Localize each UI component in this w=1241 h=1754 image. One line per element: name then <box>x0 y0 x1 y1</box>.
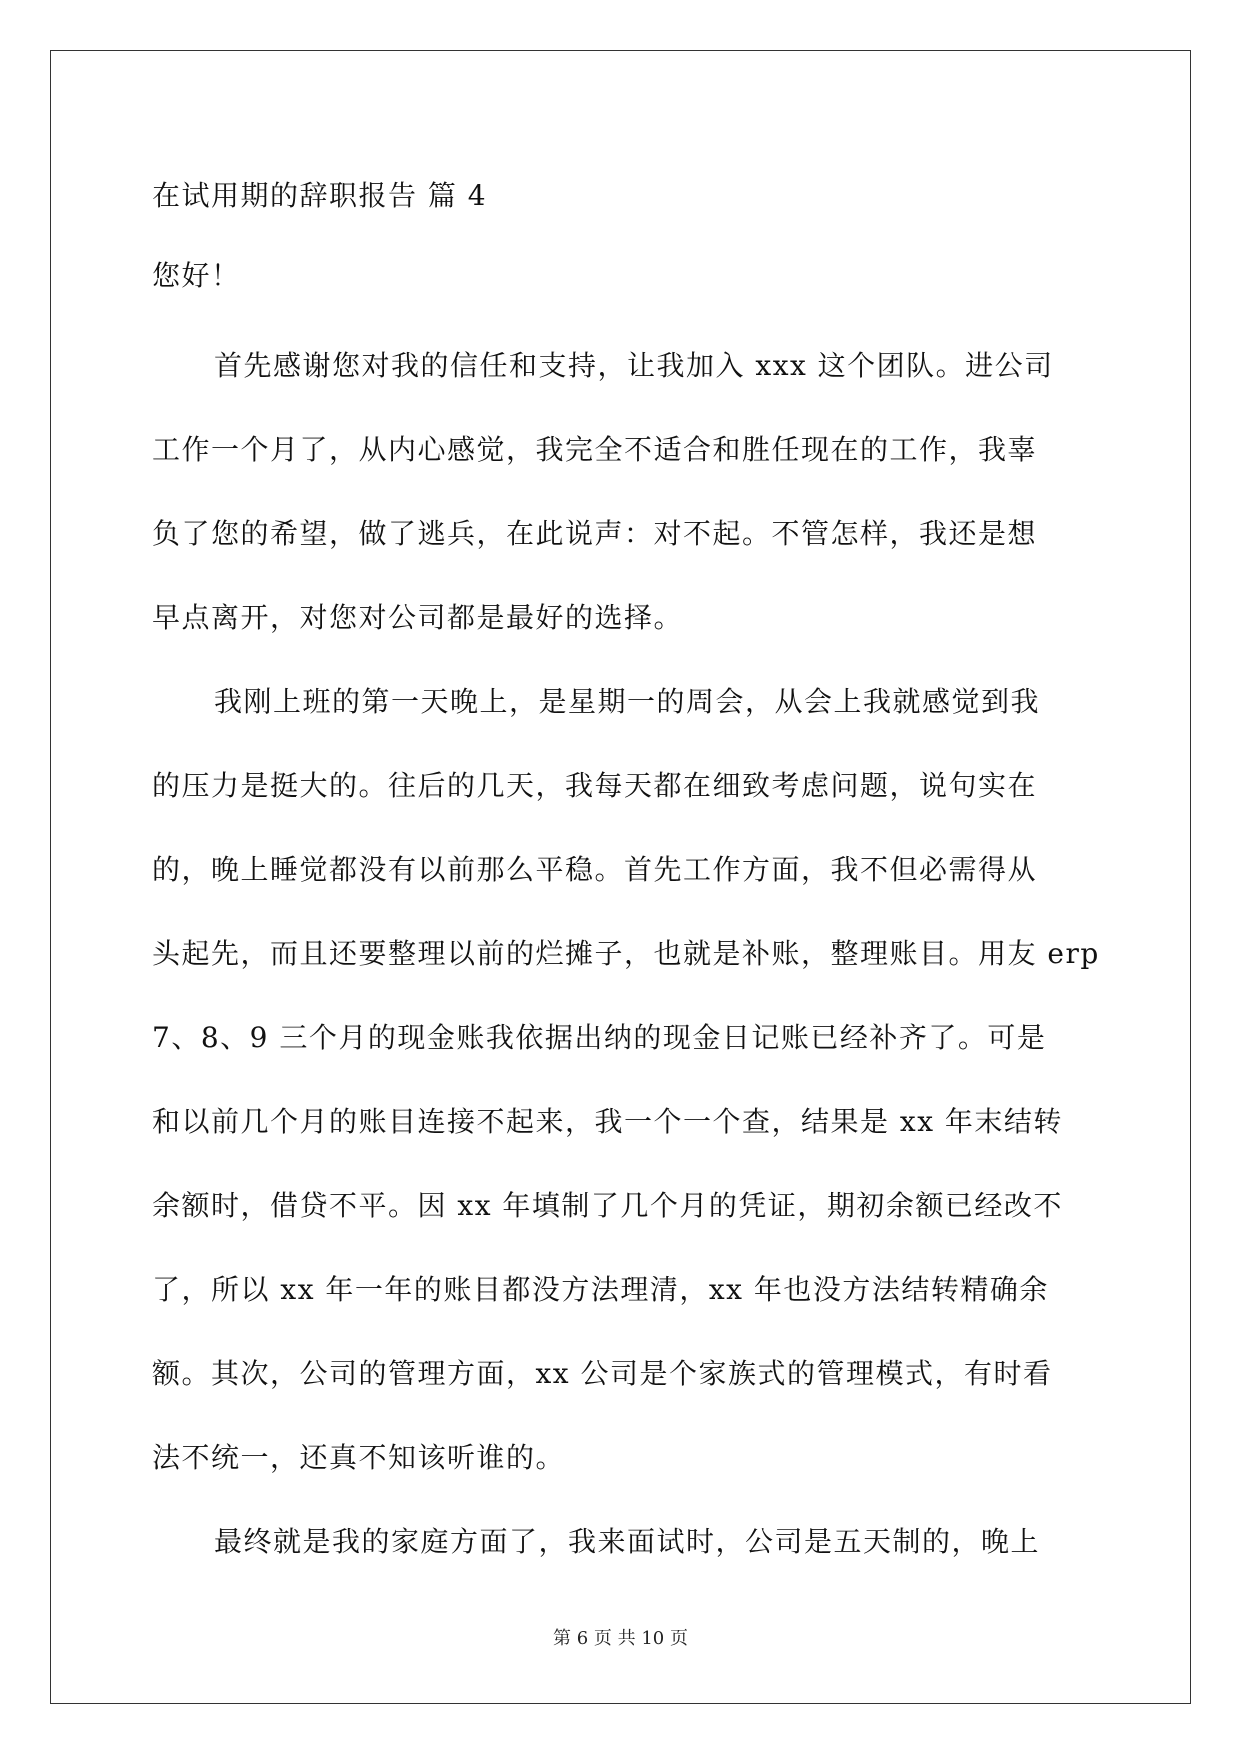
paragraph-line: 的压力是挺大的。往后的几天，我每天都在细致考虑问题，说句实在 <box>152 769 1038 802</box>
paragraph-line: 最终就是我的家庭方面了，我来面试时，公司是五天制的，晚上 <box>214 1525 1041 1558</box>
paragraph-line: 余额时，借贷不平。因 xx 年填制了几个月的凭证，期初余额已经改不 <box>152 1189 1063 1222</box>
paragraph-line: 首先感谢您对我的信任和支持，让我加入 xxx 这个团队。进公司 <box>214 349 1054 382</box>
paragraph-line: 额。其次，公司的管理方面，xx 公司是个家族式的管理模式，有时看 <box>152 1357 1053 1390</box>
document-title: 在试用期的辞职报告 篇 4 <box>152 179 488 212</box>
paragraph-line: 法不统一，还真不知该听谁的。 <box>152 1441 566 1474</box>
paragraph-line: 了，所以 xx 年一年的账目都没方法理清，xx 年也没方法结转精确余 <box>152 1273 1049 1306</box>
page-number: 第 6 页 共 10 页 <box>553 1628 688 1649</box>
salutation: 您好！ <box>152 259 241 292</box>
paragraph-line: 和以前几个月的账目连接不起来，我一个一个查，结果是 xx 年末结转 <box>152 1105 1063 1138</box>
paragraph-line: 早点离开，对您对公司都是最好的选择。 <box>152 601 684 634</box>
paragraph-line: 我刚上班的第一天晚上，是星期一的周会，从会上我就感觉到我 <box>214 685 1041 718</box>
paragraph-line: 工作一个月了，从内心感觉，我完全不适合和胜任现在的工作，我辜 <box>152 433 1038 466</box>
paragraph-line: 的，晚上睡觉都没有以前那么平稳。首先工作方面，我不但必需得从 <box>152 853 1038 886</box>
document-body <box>152 168 1100 1584</box>
paragraph-line: 负了您的希望，做了逃兵，在此说声：对不起。不管怎样，我还是想 <box>152 517 1038 550</box>
paragraph-line: 头起先，而且还要整理以前的烂摊子，也就是补账，整理账目。用友 erp <box>152 937 1100 970</box>
paragraph-line: 7、8、9 三个月的现金账我依据出纳的现金日记账已经补齐了。可是 <box>152 1021 1047 1054</box>
